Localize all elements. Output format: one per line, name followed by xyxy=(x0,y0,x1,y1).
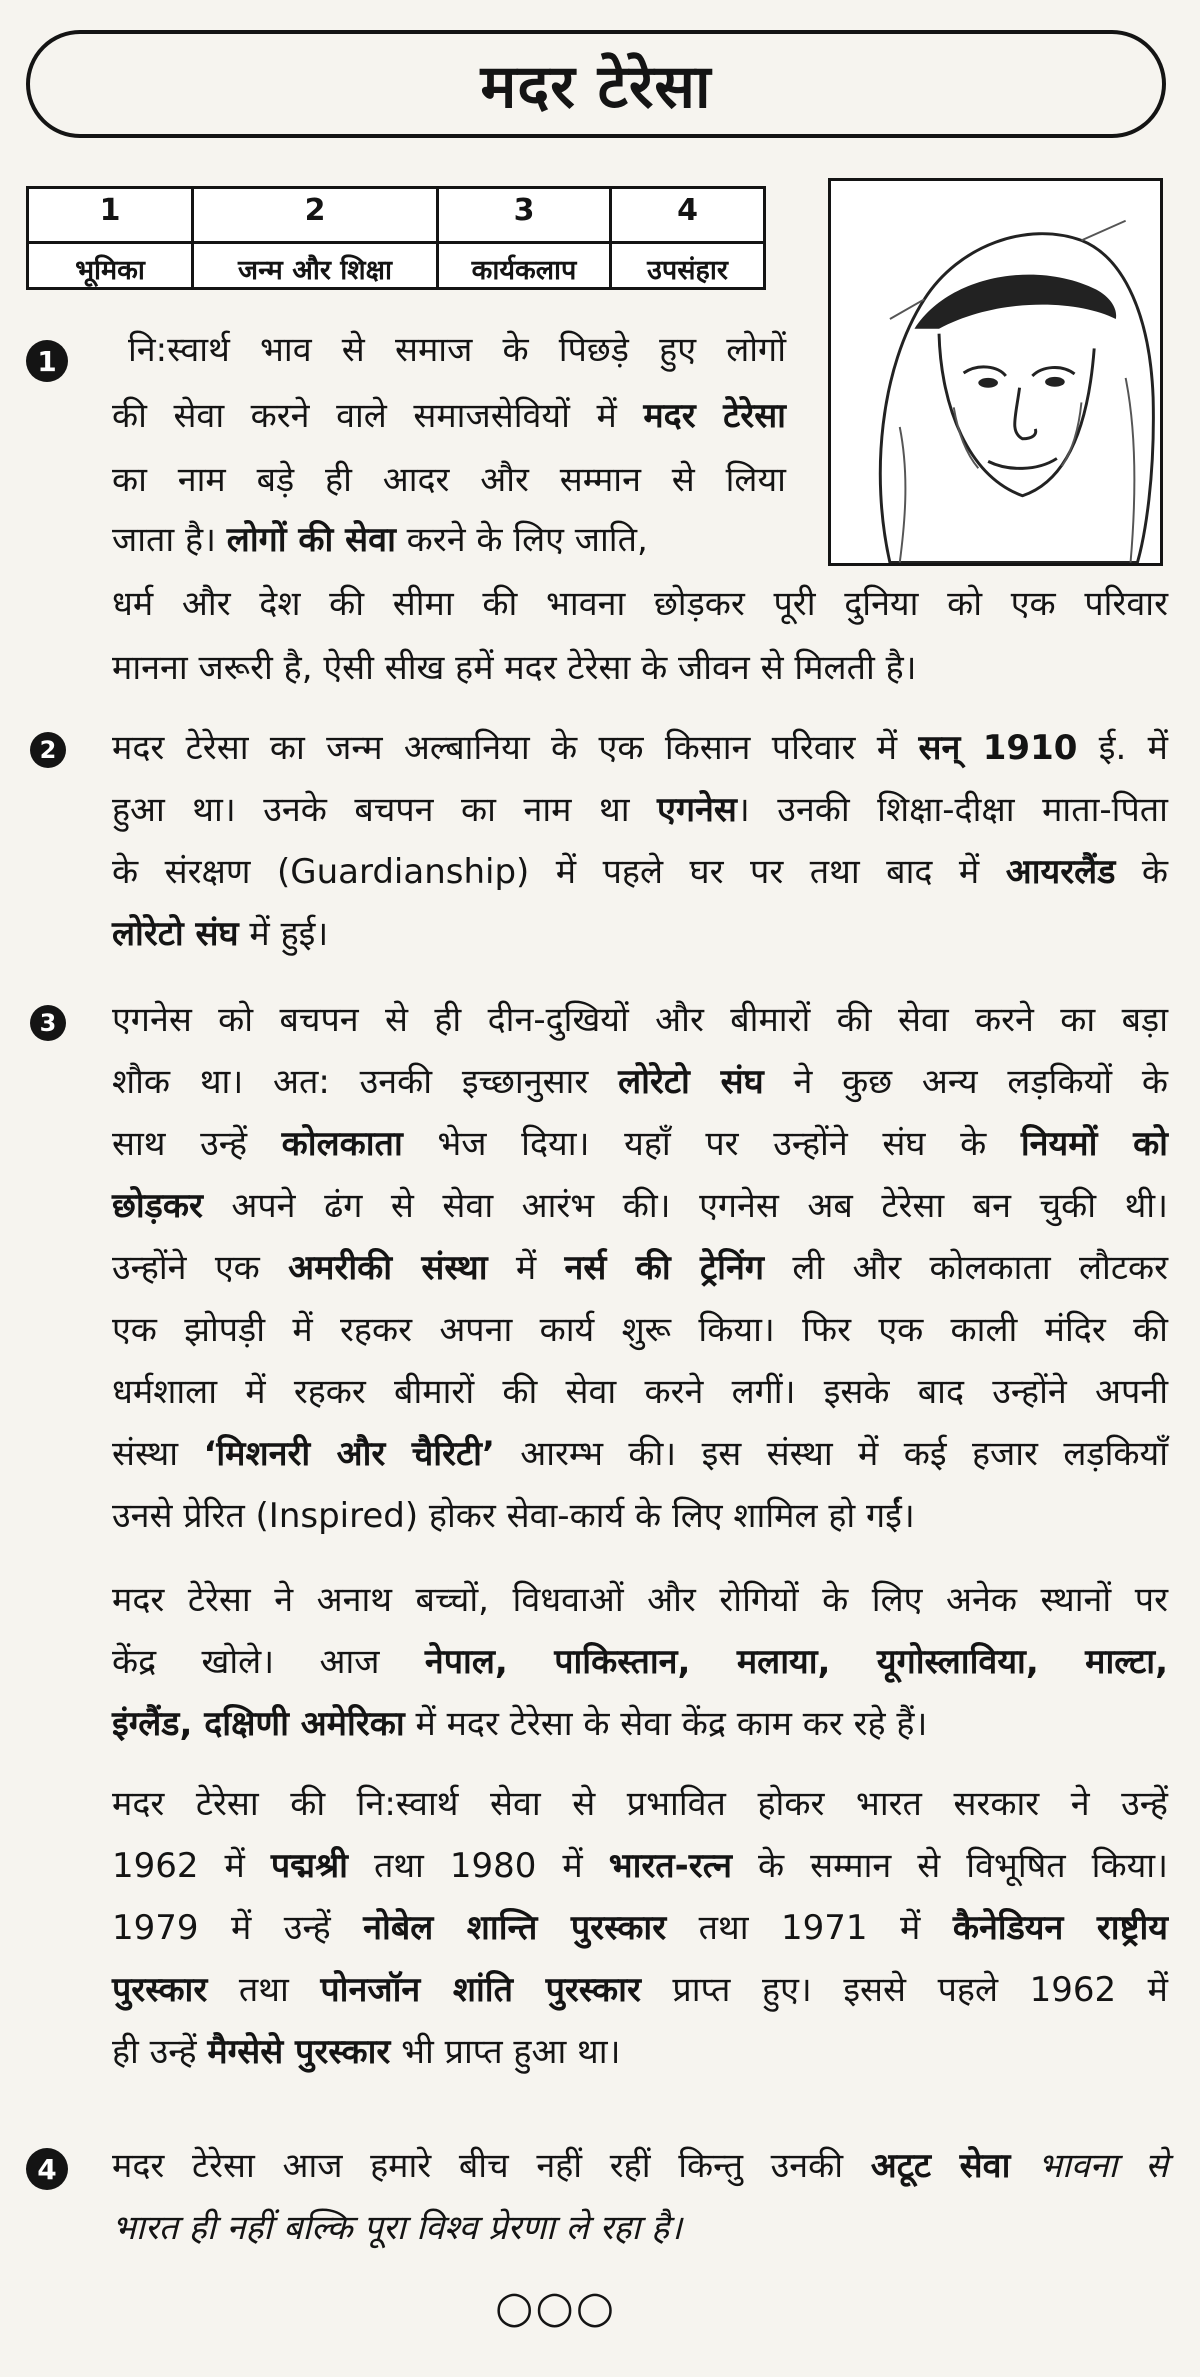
text-line: 1979 में उन्हें नोबेल शान्ति पुरस्कार तथा 1971 में कैनेडियन राष्ट्रीय xyxy=(112,1908,1168,1948)
text-line: पुरस्कार तथा पोनजॉन शांति पुरस्कार प्राप्त हुए। इससे पहले 1962 में xyxy=(112,1970,1169,2010)
mother-teresa-sketch-icon xyxy=(831,181,1160,563)
text-line: नि:स्वार्थ भाव से समाज के पिछड़े हुए लोगों xyxy=(128,330,786,370)
portrait-illustration xyxy=(828,178,1163,566)
end-ornament: ○○○ xyxy=(495,2282,617,2333)
text-line: जाता है। लोगों की सेवा करने के लिए जाति, xyxy=(112,520,648,560)
text-line: छोड़कर अपने ढंग से सेवा आरंभ की। एगनेस अब टेरेसा बन चुकी थी। xyxy=(112,1186,1168,1226)
outline-number: 4 xyxy=(677,193,698,228)
text-line: इंग्लैंड, दक्षिणी अमेरिका में मदर टेरेसा के सेवा केंद्र काम कर रहे हैं। xyxy=(112,1704,928,1744)
paragraph-bullet: 4 xyxy=(26,2148,68,2190)
outline-label: कार्यकलाप xyxy=(439,241,609,287)
outline-label: भूमिका xyxy=(29,241,191,287)
paragraph-bullet: 2 xyxy=(30,732,66,768)
outline-cell xyxy=(29,189,194,287)
outline-number: 2 xyxy=(304,193,326,228)
text-line: भारत ही नहीं बल्कि पूरा विश्व प्रेरणा ले रहा है। xyxy=(112,2208,683,2248)
text-line: का नाम बड़े ही आदर और सम्मान से लिया xyxy=(112,460,786,500)
text-line: 1962 में पद्मश्री तथा 1980 में भारत-रत्न के सम्मान से विभूषित किया। xyxy=(112,1846,1168,1886)
text-line: शौक था। अत: उनकी इच्छानुसार लोरेटो संघ ने कुछ अन्य लड़कियों के xyxy=(112,1062,1168,1102)
text-line: धर्म और देश की सीमा की भावना छोड़कर पूरी दुनिया को एक परिवार xyxy=(112,584,1168,624)
text-line: एक झोपड़ी में रहकर अपना कार्य शुरू किया। फिर एक काली मंदिर की xyxy=(112,1310,1168,1350)
text-line: धर्मशाला में रहकर बीमारों की सेवा करने लगीं। इसके बाद उन्होंने अपनी xyxy=(112,1372,1168,1412)
outline-number: 3 xyxy=(513,193,535,228)
text-line: संस्था ‘मिशनरी और चैरिटी’ आरम्भ की। इस संस्था में कई हजार लड़कियाँ xyxy=(112,1434,1169,1474)
title-banner xyxy=(26,30,1166,138)
outline-cell xyxy=(439,189,612,287)
text-line: उन्होंने एक अमरीकी संस्था में नर्स की ट्रेनिंग ली और कोलकाता लौटकर xyxy=(112,1248,1168,1288)
text-line: की सेवा करने वाले समाजसेवियों में मदर टेरेसा xyxy=(112,396,786,436)
paragraph-bullet: 3 xyxy=(30,1005,66,1041)
outline-cell xyxy=(194,189,439,287)
text-line: केंद्र खोले। आज नेपाल, पाकिस्तान, मलाया, यूगोस्लाविया, माल्टा, xyxy=(112,1642,1168,1682)
text-line: मदर टेरेसा का जन्म अल्बानिया के एक किसान परिवार में सन् 1910 ई. में xyxy=(112,728,1168,768)
text-line: मदर टेरेसा ने अनाथ बच्चों, विधवाओं और रोगियों के लिए अनेक स्थानों पर xyxy=(112,1580,1168,1620)
outline-number: 1 xyxy=(99,193,121,228)
text-line: ही उन्हें मैग्सेसे पुरस्कार भी प्राप्त हुआ था। xyxy=(112,2032,621,2072)
outline-table xyxy=(26,186,766,290)
text-line: हुआ था। उनके बचपन का नाम था एगनेस। उनकी शिक्षा-दीक्षा माता-पिता xyxy=(112,790,1168,830)
outline-label: जन्म और शिक्षा xyxy=(194,241,436,287)
text-line: मदर टेरेसा की नि:स्वार्थ सेवा से प्रभावित होकर भारत सरकार ने उन्हें xyxy=(112,1784,1168,1824)
text-line: मानना जरूरी है, ऐसी सीख हमें मदर टेरेसा के जीवन से मिलती है। xyxy=(112,648,917,688)
text-line: एगनेस को बचपन से ही दीन-दुखियों और बीमारों की सेवा करने का बड़ा xyxy=(112,1000,1168,1040)
outline-label: उपसंहार xyxy=(612,241,763,287)
text-line: मदर टेरेसा आज हमारे बीच नहीं रहीं किन्तु उनकी अटूट सेवा भावना से xyxy=(112,2146,1169,2186)
text-line: साथ उन्हें कोलकाता भेज दिया। यहाँ पर उन्होंने संघ के नियमों को xyxy=(112,1124,1168,1164)
paragraph-bullet: 1 xyxy=(26,340,68,382)
text-line: के संरक्षण (Guardianship) में पहले घर पर तथा बाद में आयरलैंड के xyxy=(112,852,1168,892)
page-title: मदर टेरेसा xyxy=(480,52,712,122)
text-line: लोरेटो संघ में हुई। xyxy=(112,914,329,954)
text-line: उनसे प्रेरित (Inspired) होकर सेवा-कार्य के लिए शामिल हो गईं। xyxy=(112,1496,915,1536)
outline-cell xyxy=(612,189,763,287)
